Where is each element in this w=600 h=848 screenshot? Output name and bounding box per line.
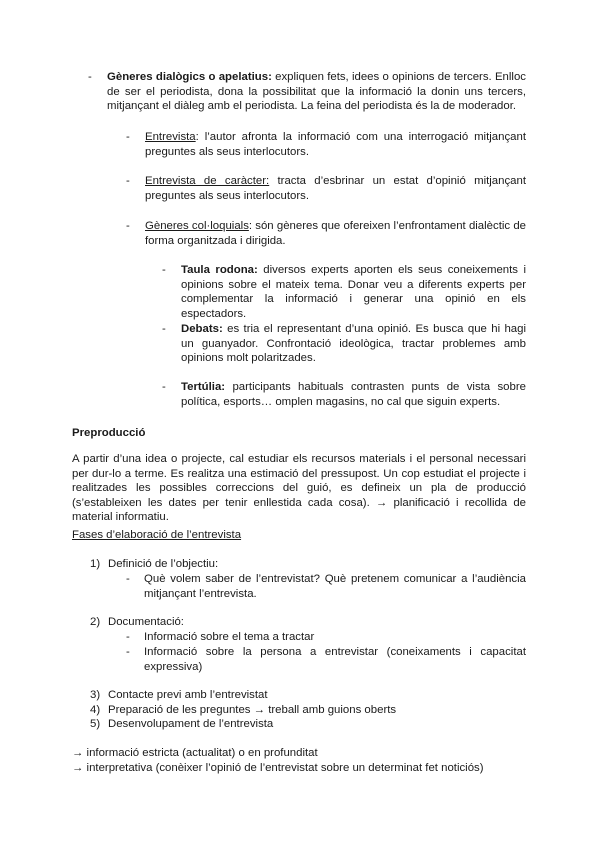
term-taula-rodona: Taula rodona: xyxy=(181,264,258,276)
bullet-tertulia xyxy=(162,380,526,409)
numbered-item-2 xyxy=(90,615,526,630)
text-generes-dialogics: expliquen fets, idees o opinions de tercers. Enlloc de ser el periodista, dona la possibilitat que la informació la donin uns tercers, mitjançant el diàleg amb el periodista. La feina del periodista és la de moderador. xyxy=(107,71,526,113)
bullet-dash: - xyxy=(162,323,166,335)
item-label: Preparació de les preguntes → treball amb guions oberts xyxy=(108,704,397,716)
text-tertulia: participants habituals contrasten punts de vista sobre política, esports… omplen magasins, no cal que siguin experts. xyxy=(181,381,526,408)
text-generes-colloquials: : són gèneres que ofereixen l’enfrontament dialèctic de forma organitzada i dirigida. xyxy=(145,220,526,247)
bullet-debats xyxy=(162,322,526,366)
bullet-dash: - xyxy=(88,71,92,83)
numbered-item-5 xyxy=(90,717,526,732)
arrow-line-1: → informació estricta (actualitat) o en profunditat xyxy=(72,747,318,759)
bullet-entrevista xyxy=(126,130,526,159)
item-label: Definició de l’objectiu: xyxy=(108,558,219,570)
sub-bullet-2b xyxy=(126,645,526,674)
bullet-dash: - xyxy=(126,220,130,232)
term-generes-colloquials: Gèneres col·loquials xyxy=(145,220,249,232)
sub-bullet-text: Informació sobre el tema a tractar xyxy=(144,631,315,643)
item-number: 2) xyxy=(90,616,101,628)
bullet-dash: - xyxy=(126,646,130,658)
text-entrevista-caracter: tracta d’esbrinar un estat d’opinió mitjançant preguntes als seus interlocutors. xyxy=(145,175,526,202)
bullet-generes-dialogics xyxy=(88,70,526,114)
text-taula-rodona: diversos experts aporten els seus coneixements i opinions sobre el mateix tema. Donar veu a diferents experts per complementar la informació i generar una opinió en els espectadors. xyxy=(181,264,526,320)
item-number: 5) xyxy=(90,718,101,730)
term-entrevista: Entrevista xyxy=(145,131,196,143)
subheading-fases: Fases d’elaboració de l’entrevista xyxy=(72,529,242,541)
item-number: 4) xyxy=(90,704,101,716)
item-label: Desenvolupament de l’entrevista xyxy=(108,718,274,730)
bullet-dash: - xyxy=(126,573,130,585)
text-entrevista: : l’autor afronta la informació com una interrogació mitjançant preguntes als seus interlocutors. xyxy=(145,131,526,158)
item-label: Documentació: xyxy=(108,616,184,628)
bullet-dash: - xyxy=(126,175,130,187)
numbered-item-1 xyxy=(90,557,526,572)
item-number: 3) xyxy=(90,689,101,701)
term-entrevista-caracter: Entrevista de caràcter: xyxy=(145,175,270,187)
bullet-dash: - xyxy=(162,264,166,276)
numbered-item-3 xyxy=(90,688,526,703)
paragraph-preproduccio xyxy=(72,452,526,525)
sub-bullet-2a xyxy=(126,630,526,645)
term-debats: Debats: xyxy=(181,323,223,335)
section-heading-preproduccio: Preproducció xyxy=(72,427,146,439)
bullet-taula-rodona xyxy=(162,263,526,321)
text-debats: es tria el representant d’una opinió. Es busca que hi hagi un guanyador. Confrontació ideològica, tractar problemes amb opinions molt polaritzades. xyxy=(181,323,526,365)
item-label: Contacte previ amb l’entrevistat xyxy=(108,689,268,701)
numbered-item-4 xyxy=(90,703,526,718)
sub-bullet-text: Informació sobre la persona a entrevistar (coneixaments i capacitat expressiva) xyxy=(144,646,526,673)
item-number: 1) xyxy=(90,558,101,570)
bullet-dash: - xyxy=(162,381,166,393)
sub-bullet-1a xyxy=(126,572,526,601)
term-generes-dialogics: Gèneres dialògics o apelatius: xyxy=(107,71,272,83)
arrow-line-2: → interpretativa (conèixer l’opinió de l’entrevistat sobre un determinat fet noticiós) xyxy=(72,762,484,774)
bullet-generes-colloquials xyxy=(126,219,526,248)
paragraph-preproduccio-text: A partir d’una idea o projecte, cal estudiar els recursos materials i el personal necessari per dur-lo a terme. Es realitza una estimació del pressupost. Un cop estudiat el projecte i realitzades les possibles correccions del guió, es defineix un pla de producció (s’estableixen les dates per tenir enllestida cada cosa). → planificació i recollida de material informatiu. xyxy=(72,453,526,524)
bullet-dash: - xyxy=(126,131,130,143)
sub-bullet-text: Què volem saber de l’entrevistat? Què pretenem comunicar a l’audiència mitjançant l’entrevista. xyxy=(144,573,526,600)
bullet-dash: - xyxy=(126,631,130,643)
bullet-entrevista-caracter xyxy=(126,174,526,203)
term-tertulia: Tertúlia: xyxy=(181,381,226,393)
